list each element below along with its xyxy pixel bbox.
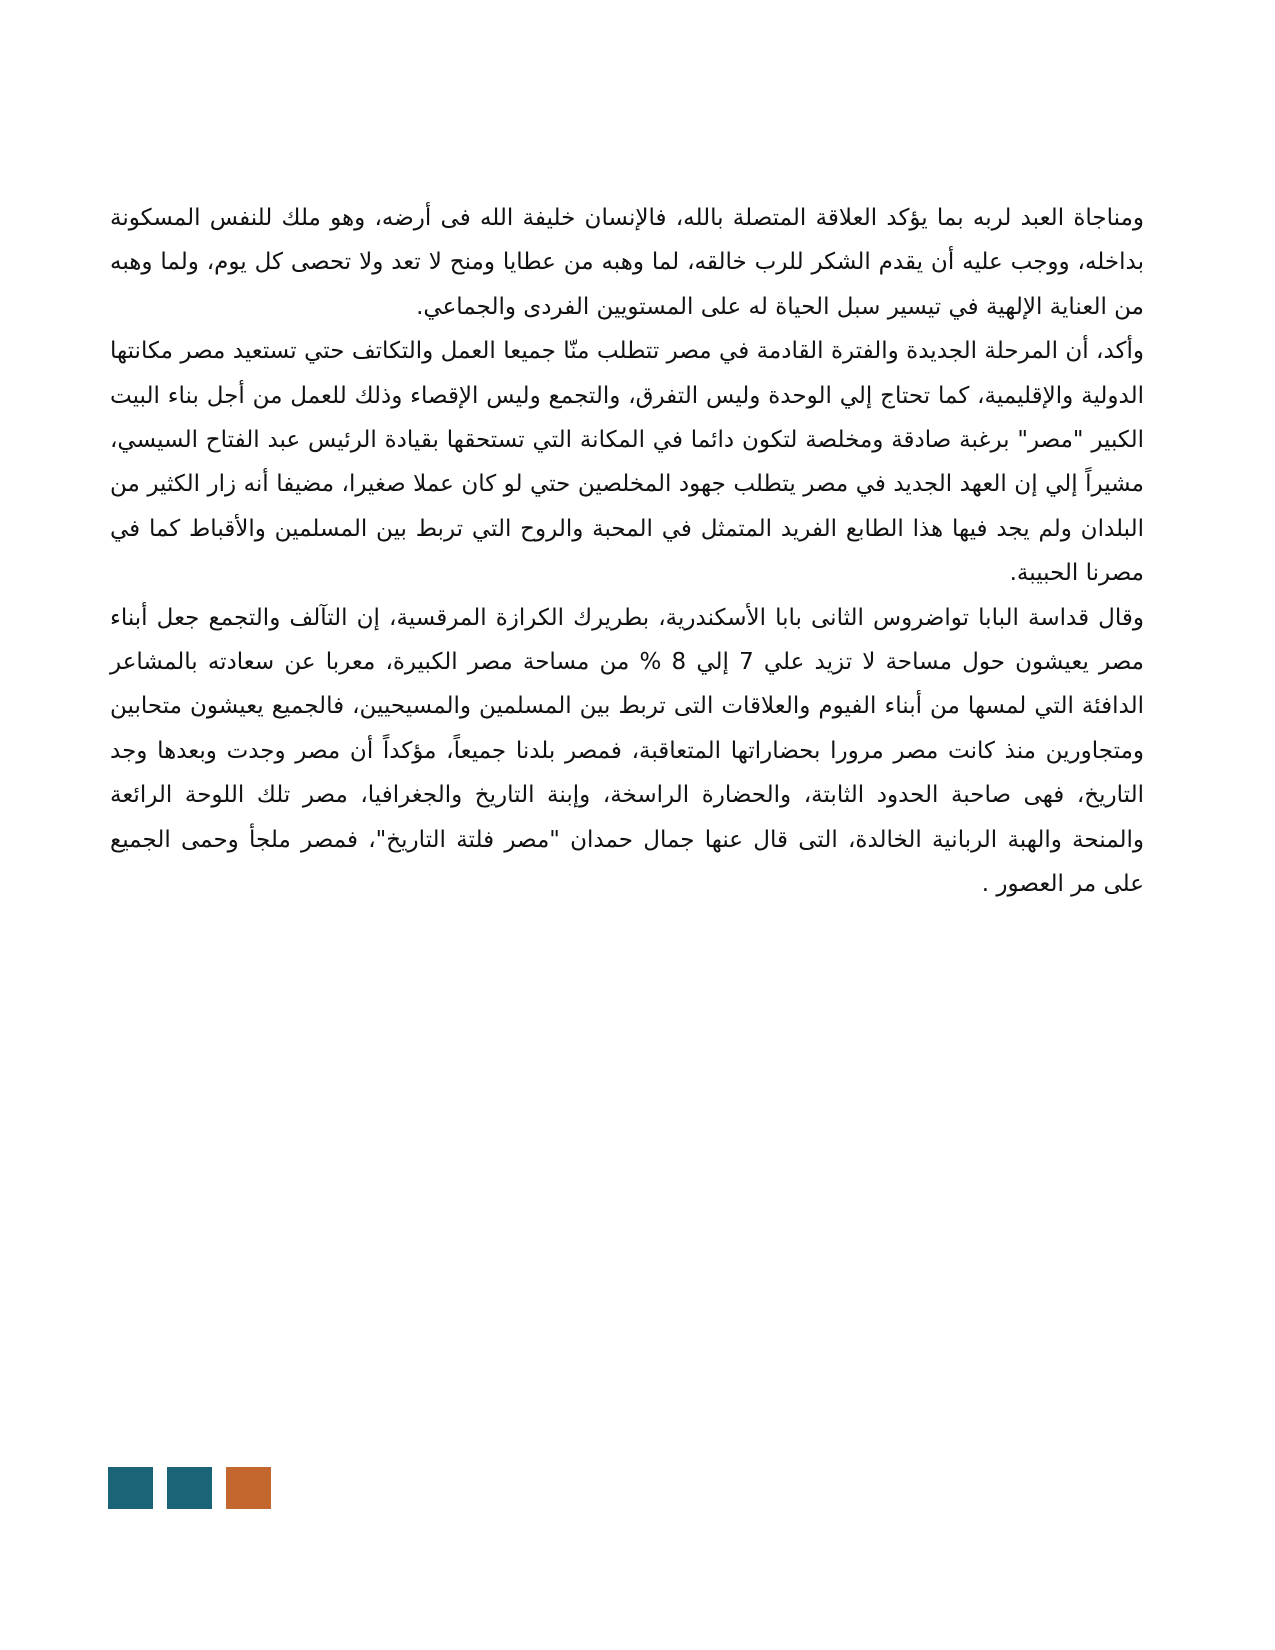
paragraph-1: ومناجاة العبد لربه بما يؤكد العلاقة المتصلة بالله، فالإنسان خليفة الله فى أرضه، وهو ملك للنفس المسكونة بداخله، ووجب عليه أن يقدم الشكر للرب خالقه، لما وهبه من عطايا ومنح لا تعد ولا تحصى كل يوم، ولما وهبه من العناية الإلهية في تيسير سبل الحياة له على المستويين الفردى والجماعي.: [110, 205, 1144, 320]
teal-square-1: [108, 1467, 153, 1509]
orange-square: [226, 1467, 271, 1509]
article-body: [110, 196, 1144, 907]
teal-square-2: [167, 1467, 212, 1509]
decorative-squares: [108, 1467, 271, 1509]
paragraph-3: وقال قداسة البابا تواضروس الثانى بابا الأسكندرية، بطريرك الكرازة المرقسية، إن التآلف والتجمع جعل أبناء مصر يعيشون حول مساحة لا تزيد علي 7 إلي 8 % من مساحة مصر الكبيرة، معربا عن سعادته بالمشاعر الدافئة التي لمسها من أبناء الفيوم والعلاقات التى تربط بين المسلمين والمسيحيين، فالجميع يعيشون متحابين ومتجاورين منذ كانت مصر مرورا بحضاراتها المتعاقبة، فمصر بلدنا جميعاً، مؤكداً أن مصر وجدت وبعدها وجد التاريخ، فهى صاحبة الحدود الثابتة، والحضارة الراسخة، وإبنة التاريخ والجغرافيا، مصر تلك اللوحة الرائعة والمنحة والهبة الربانية الخالدة، التى قال عنها جمال حمدان "مصر فلتة التاريخ"، فمصر ملجأ وحمى الجميع على مر العصور .: [110, 604, 1144, 898]
paragraph-2: وأكد، أن المرحلة الجديدة والفترة القادمة في مصر تتطلب منّا جميعا العمل والتكاتف حتي تستعيد مصر مكانتها الدولية والإقليمية، كما تحتاج إلي الوحدة وليس التفرق، والتجمع وليس الإقصاء وذلك للعمل من أجل بناء البيت الكبير "مصر" برغبة صادقة ومخلصة لتكون دائما في المكانة التي تستحقها بقيادة الرئيس عبد الفتاح السيسي، مشيراً إلي إن العهد الجديد في مصر يتطلب جهود المخلصين حتي لو كان عملا صغيرا، مضيفا أنه زار الكثير من البلدان ولم يجد فيها هذا الطابع الفريد المتمثل في المحبة والروح التي تربط بين المسلمين والأقباط كما في مصرنا الحبيبة.: [110, 338, 1144, 587]
